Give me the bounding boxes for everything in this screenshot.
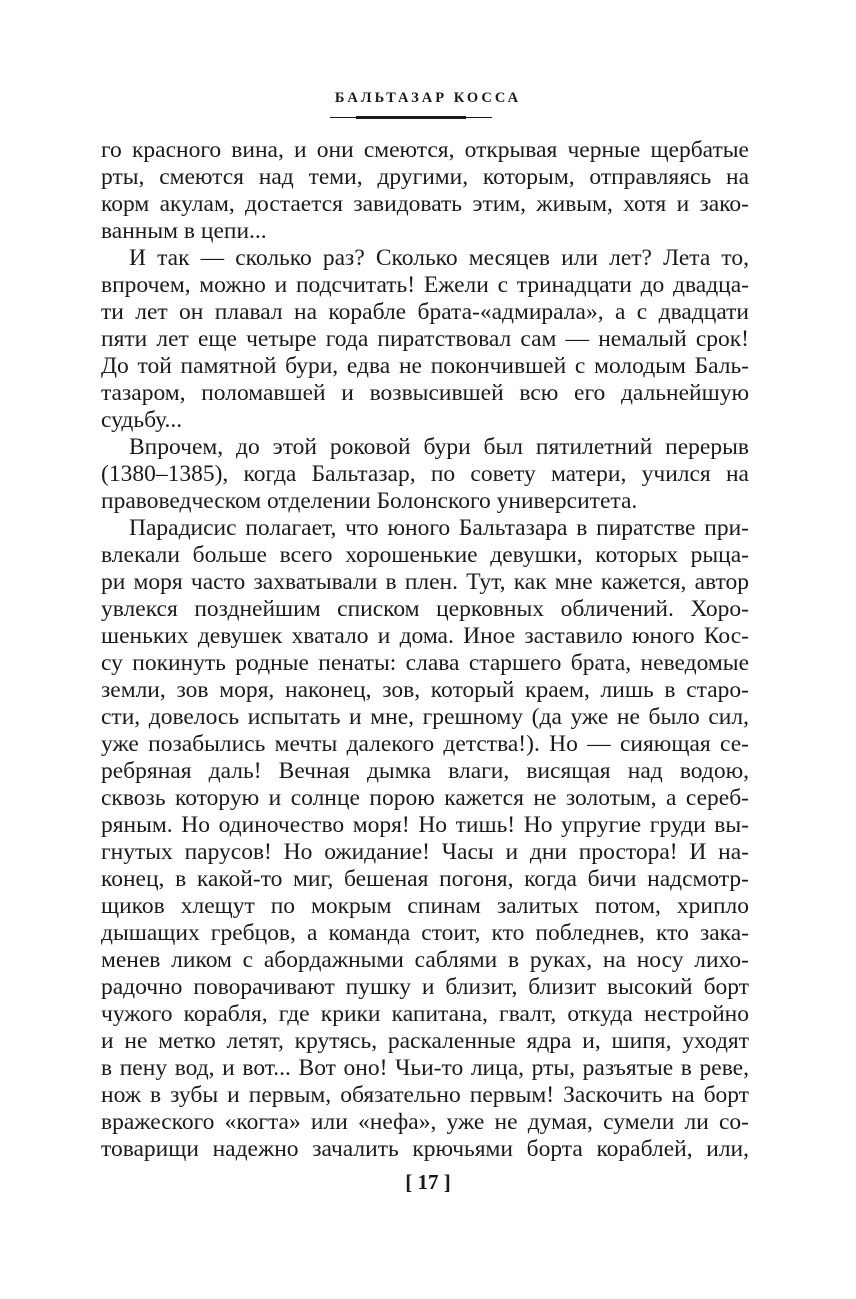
text-line: гнутых парусов! Но ожидание! Часы и дни простора! И на- — [101, 839, 749, 865]
text-line: правоведческом отделении Болонского университета. — [101, 488, 638, 514]
text-line: в пену вод, и вот... Вот оно! Чьи-то лица, рты, разъятые в реве, — [101, 1055, 749, 1081]
text-line: И так — сколько раз? Сколько месяцев или лет? Лета то, — [129, 245, 749, 271]
text-line: го красного вина, и они смеются, открывая черные щербатые — [101, 137, 749, 163]
text-line: До той памятной бури, едва не покончившей с молодым Баль- — [101, 353, 749, 379]
text-line: Впрочем, до этой роковой бури был пятилетний перерыв — [129, 434, 749, 460]
text-line: Парадисис полагает, что юного Бальтазара в пиратстве при- — [129, 515, 749, 541]
text-line: менев ликом с абордажными саблями в руках, на носу лихо- — [101, 947, 749, 973]
text-line: товарищи надежно зачалить крючьями борта кораблей, или, — [101, 1136, 749, 1162]
text-line: пяти лет еще четыре года пиратствовал сам — немалый срок! — [101, 326, 749, 352]
header-rule-accent — [356, 116, 466, 119]
text-line: щиков хлещут по мокрым спинам залитых потом, хрипло — [101, 893, 749, 919]
text-line: радочно поворачивают пушку и близит, близит высокий борт — [101, 974, 749, 1000]
text-line: рты, смеются над теми, другими, которым, отправляясь на — [101, 164, 749, 190]
text-line: корм акулам, достается завидовать этим, живым, хотя и зако- — [101, 191, 749, 217]
text-line: сти, довелось испытать и мне, грешному (да уже не было сил, — [101, 704, 749, 730]
text-line: тазаром, поломавшей и возвысившей всю его дальнейшую — [101, 380, 749, 406]
text-line: ти лет он плавал на корабле брата-«адмирала», а с двадцати — [101, 299, 749, 325]
text-line: сквозь которую и солнце порою кажется не золотым, а сереб- — [101, 785, 749, 811]
text-line: вражеского «когта» или «нефа», уже не думая, сумели ли со- — [101, 1109, 749, 1135]
text-line: увлекся позднейшим списком церковных обличений. Хоро- — [101, 596, 749, 622]
text-line: земли, зов моря, наконец, зов, который краем, лишь в старо- — [101, 677, 749, 703]
text-line: ри моря часто захватывали в плен. Тут, как мне кажется, автор — [101, 569, 749, 595]
text-line: конец, в какой-то миг, бешеная погоня, когда бичи надсмотр- — [101, 866, 749, 892]
text-line: впрочем, можно и подсчитать! Ежели с тринадцати до двадца- — [101, 272, 749, 298]
text-line: шеньких девушек хватало и дома. Иное заставило юного Кос- — [101, 623, 749, 649]
text-line: нож в зубы и первым, обязательно первым! Заскочить на борт — [101, 1082, 749, 1108]
text-line: влекали больше всего хорошенькие девушки, которых рыца- — [101, 542, 749, 568]
text-line: (1380–1385), когда Бальтазар, по совету матери, учился на — [101, 461, 749, 487]
text-line: и не метко летят, крутясь, раскаленные ядра и, шипя, уходят — [101, 1028, 749, 1054]
text-line: дышащих гребцов, а команда стоит, кто побледнев, кто зака- — [101, 920, 749, 946]
text-line: судьбу... — [101, 407, 183, 433]
text-line: ванным в цепи... — [101, 218, 267, 244]
body-text — [101, 137, 749, 1163]
text-line: ребряная даль! Вечная дымка влаги, висящая над водою, — [101, 758, 749, 784]
text-line: уже позабылись мечты далекого детства!). Но — сияющая се- — [101, 731, 749, 757]
text-line: чужого корабля, где крики капитана, гвалт, откуда нестройно — [101, 1001, 749, 1027]
text-line: ряным. Но одиночество моря! Но тишь! Но упругие груди вы- — [101, 812, 749, 838]
page-number: [ 17 ] — [405, 1170, 451, 1194]
running-header: БАЛЬТАЗАР КОССА — [334, 90, 522, 106]
text-line: су покинуть родные пенаты: слава старшего брата, неведомые — [101, 650, 749, 676]
